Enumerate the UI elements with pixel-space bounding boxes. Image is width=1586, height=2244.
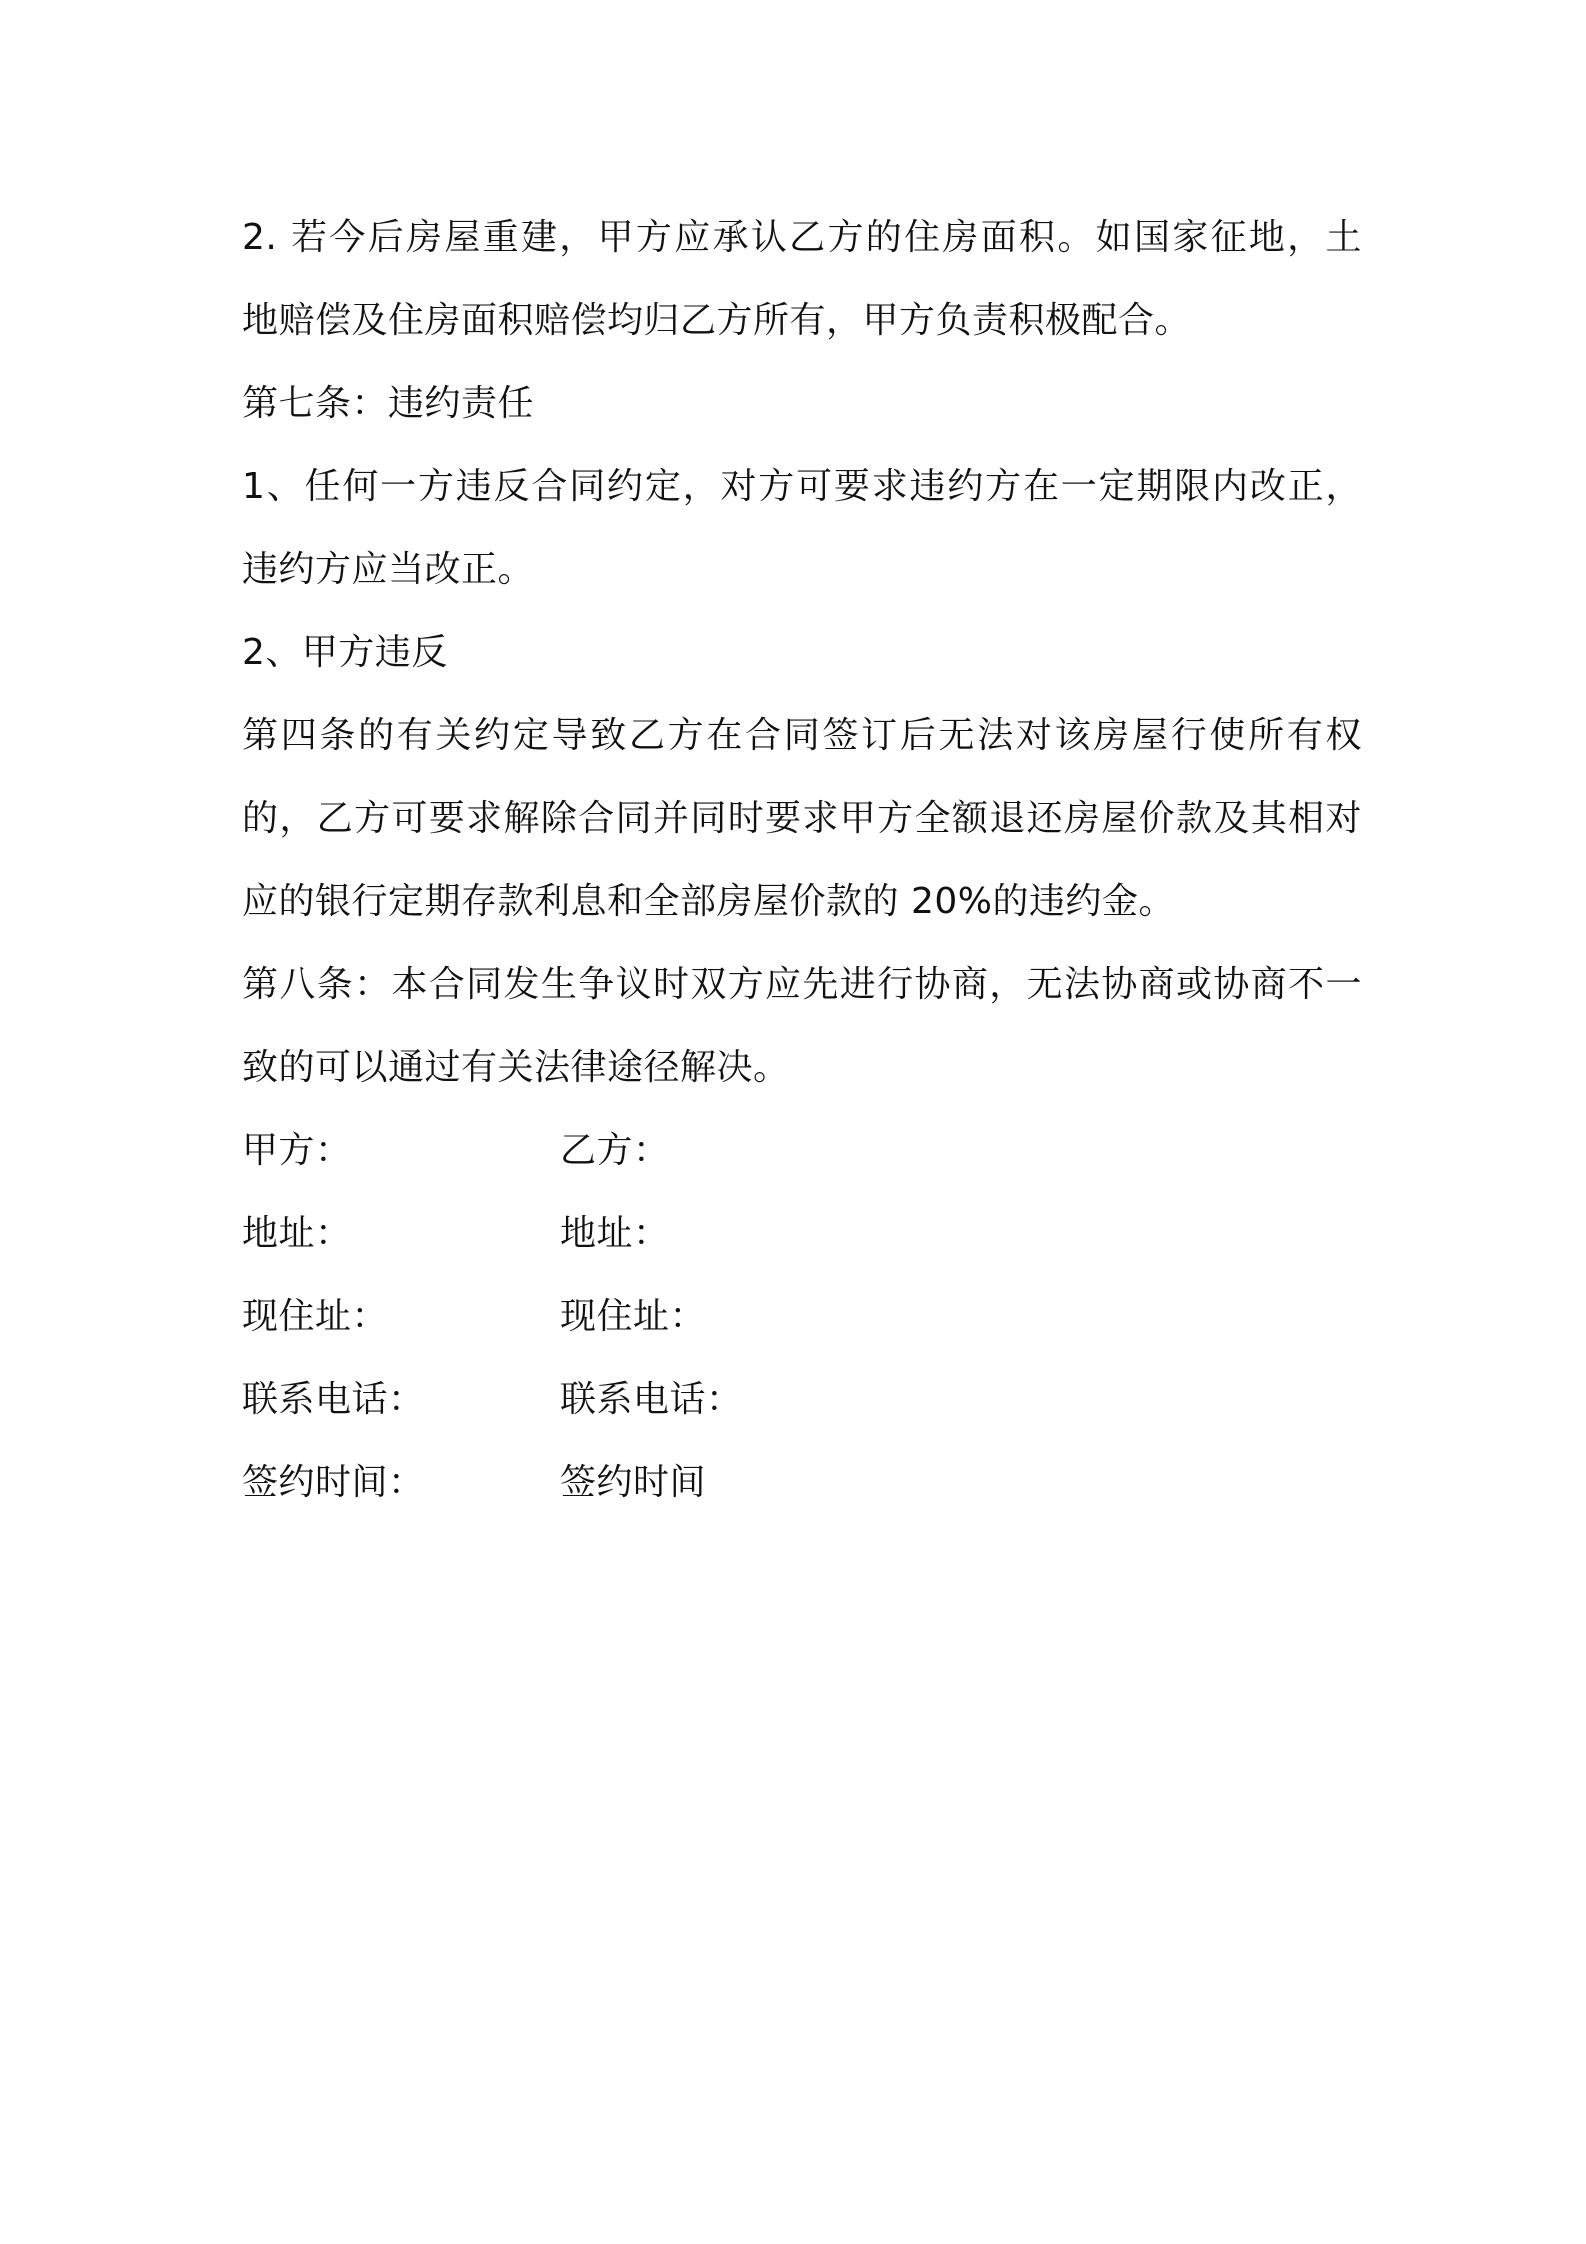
party-b-sign-date-label: 签约时间 (560, 1462, 707, 1503)
paragraph-line: 的，乙方可要求解除合同并同时要求甲方全额退还房屋价款及其相对 (242, 798, 1362, 839)
party-a-current-address-label: 现住址： (242, 1296, 389, 1337)
party-a-sign-date-label: 签约时间： (242, 1462, 425, 1503)
party-b-current-address-label: 现住址： (560, 1296, 707, 1337)
signature-row-sign-date (242, 1441, 1362, 1524)
signature-row-current-address (242, 1275, 1362, 1358)
paragraph-line: 地赔偿及住房面积赔偿均归乙方所有，甲方负责积极配合。 (242, 300, 1192, 341)
signature-block (242, 1109, 1362, 1524)
paragraph-line: 第八条：本合同发生争议时双方应先进行协商，无法协商或协商不一 (242, 964, 1362, 1005)
paragraph-line: 致的可以通过有关法律途径解决。 (242, 1047, 790, 1088)
article-heading: 第七条：违约责任 (242, 383, 535, 424)
party-b-phone-label: 联系电话： (560, 1379, 743, 1420)
paragraph-line: 违约方应当改正。 (242, 549, 535, 590)
paragraph-line: 2. 若今后房屋重建，甲方应承认乙方的住房面积。如国家征地，土 (242, 217, 1362, 258)
article-four-breach-paragraph (242, 694, 1362, 943)
party-a-address-label: 地址： (242, 1213, 352, 1254)
paragraph-line: 2、甲方违反 (242, 632, 448, 673)
party-b-address-label: 地址： (560, 1213, 670, 1254)
party-a-label: 甲方： (242, 1130, 352, 1171)
breach-item-1-paragraph (242, 445, 1362, 611)
paragraph-line: 1、任何一方违反合同约定，对方可要求违约方在一定期限内改正， (242, 466, 1362, 507)
paragraph-line: 应的银行定期存款利息和全部房屋价款的 20%的违约金。 (242, 881, 1175, 922)
paragraph-line: 第四条的有关约定导致乙方在合同签订后无法对该房屋行使所有权 (242, 715, 1362, 756)
clause-rebuild-paragraph (242, 196, 1362, 362)
breach-item-2-paragraph (242, 611, 1362, 694)
article-seven-heading-block (242, 362, 1362, 445)
party-b-label: 乙方： (560, 1130, 670, 1171)
article-eight-paragraph (242, 943, 1362, 1109)
document-body (242, 196, 1362, 1524)
signature-row-phone (242, 1358, 1362, 1441)
signature-row-address (242, 1192, 1362, 1275)
signature-row-party (242, 1109, 1362, 1192)
party-a-phone-label: 联系电话： (242, 1379, 425, 1420)
